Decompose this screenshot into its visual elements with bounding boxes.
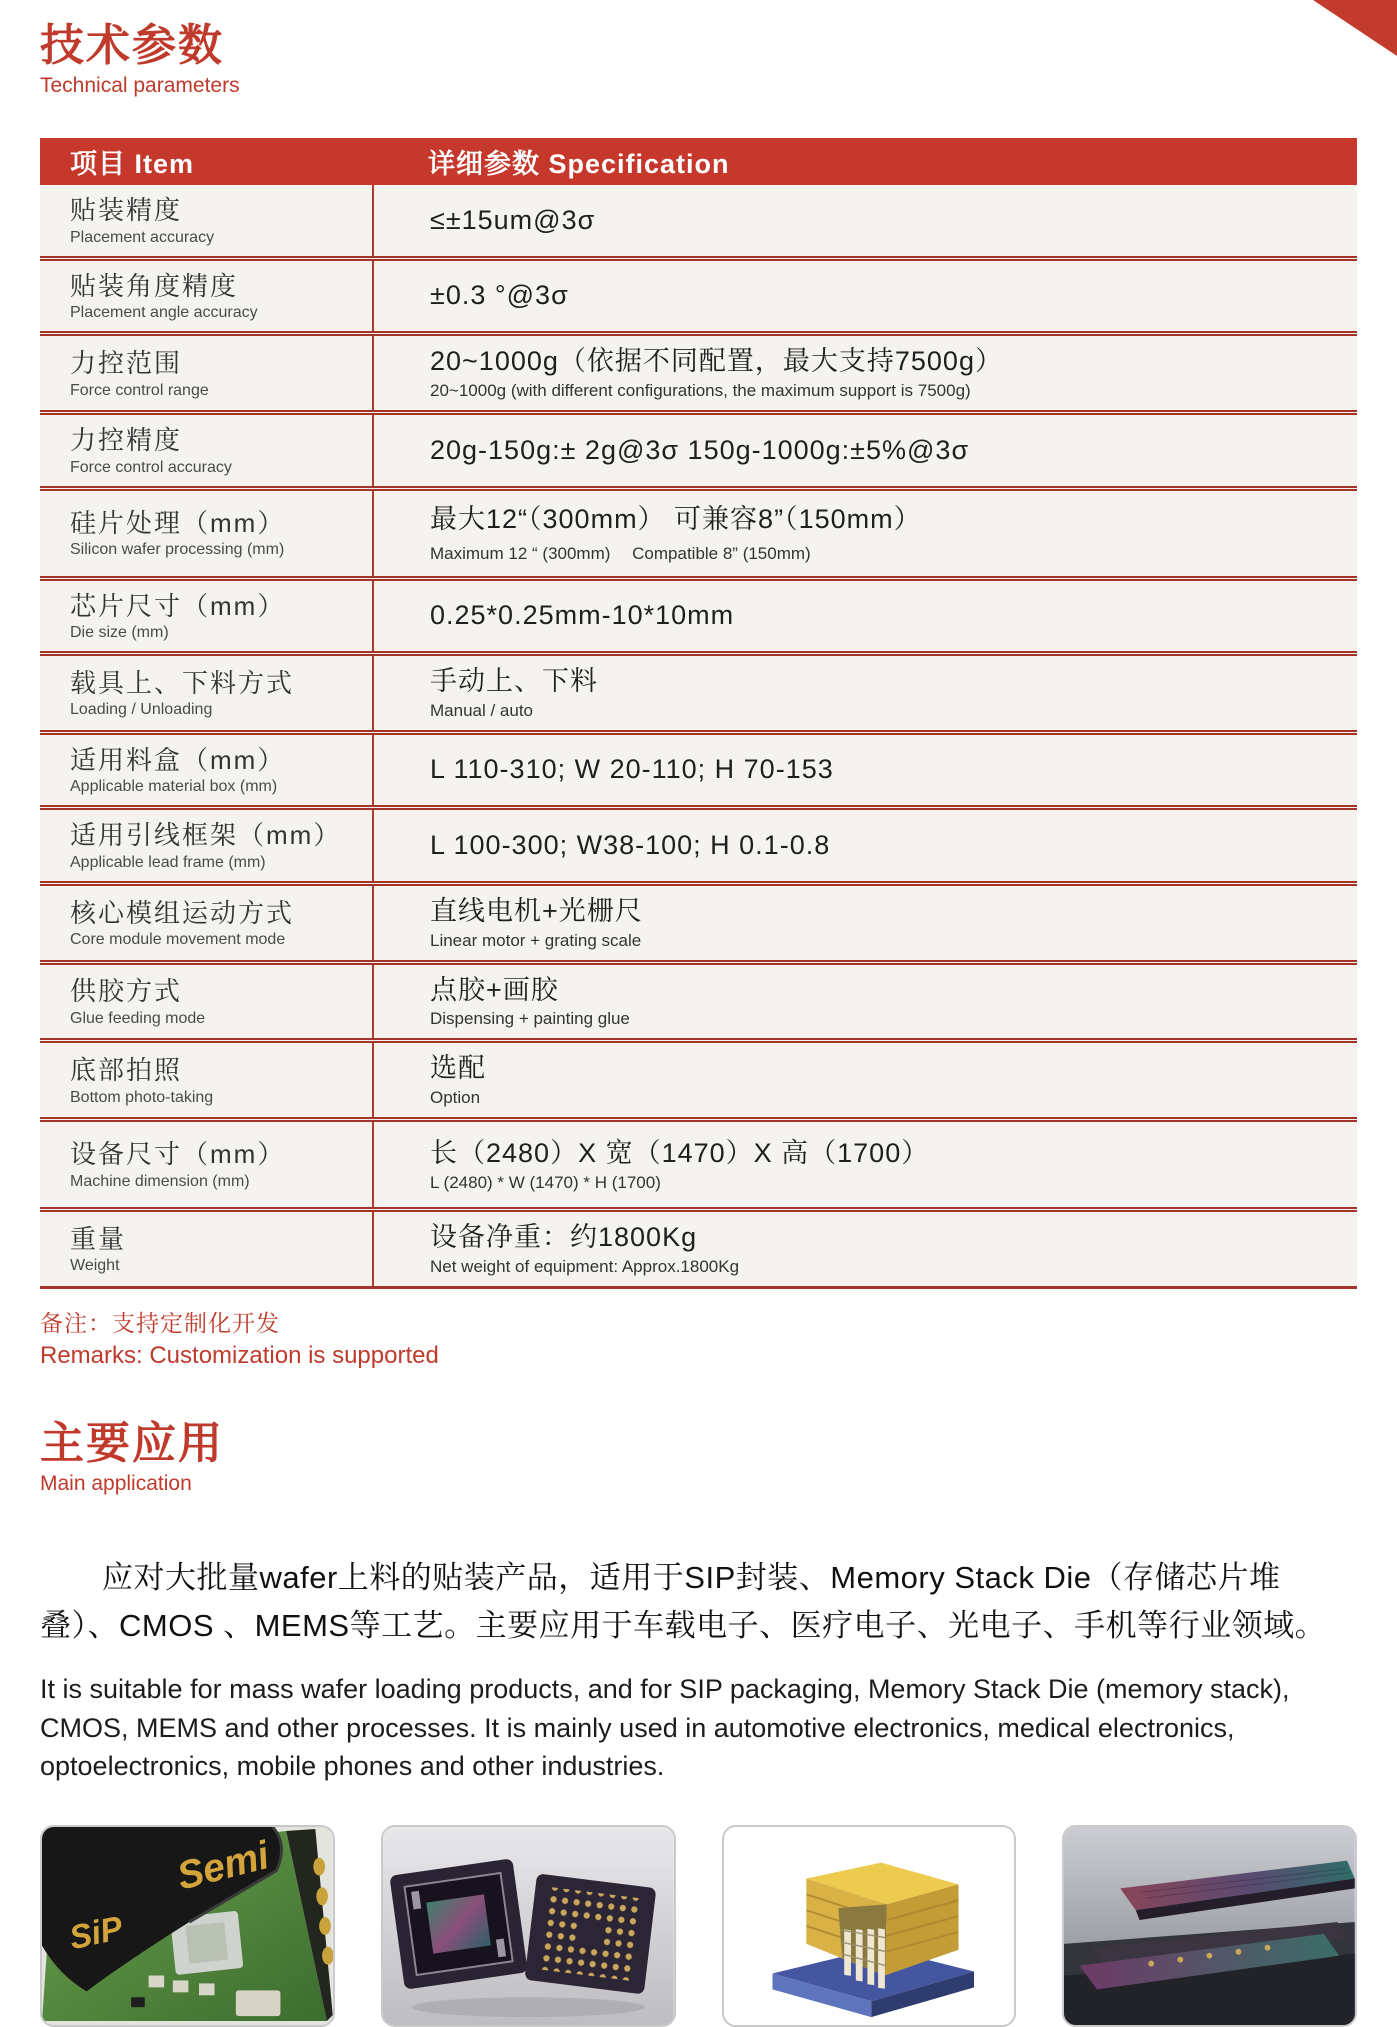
- row-label-cn: 贴装精度: [70, 195, 183, 226]
- row-value-sub: Linear motor + grating scale: [430, 930, 642, 950]
- row-value-sub: Net weight of equipment: Approx.1800Kg: [430, 1256, 740, 1276]
- application-paragraph-en: It is suitable for mass wafer loading products, and for SIP packaging, Memory Stack Die (memory stack), CMOS, MEMS and other processes. It is mainly used in automotive electronics, medical electronics, optoelectronics, mobile phones and other industries.: [40, 1674, 1290, 1782]
- row-label-cn: 贴装角度精度: [70, 270, 239, 301]
- table-row-force-control-range: [40, 331, 1357, 410]
- row-label-cn: 底部拍照: [70, 1055, 183, 1086]
- row-value-cell: [372, 1212, 1357, 1286]
- row-value-cell: [372, 735, 1357, 806]
- row-value: 直线电机+光栅尺: [430, 895, 643, 926]
- row-value: 手动上、下料: [430, 666, 598, 697]
- row-label-cn: 重量: [70, 1223, 127, 1254]
- row-value-cell: [372, 1122, 1357, 1207]
- row-label-cn: 芯片尺寸（mm）: [70, 590, 286, 621]
- row-label-cell: [40, 261, 372, 332]
- table-row-die-size: [40, 576, 1357, 652]
- row-value: L 110-310; W 20-110; H 70-153: [430, 754, 834, 785]
- row-label-en: Loading / Unloading: [70, 701, 213, 719]
- row-label-en: Force control accuracy: [70, 458, 232, 476]
- row-value-cell: [372, 1043, 1357, 1117]
- row-label-cell: [40, 1043, 372, 1117]
- row-label-en: Applicable lead frame (mm): [70, 853, 266, 871]
- wafer-stack-illustration: [1064, 1827, 1355, 2025]
- row-value: 长（2480）X 宽（1470）X 高（1700）: [430, 1137, 930, 1168]
- row-value: ±0.3 °@3σ: [430, 280, 569, 311]
- row-value: 20g-150g:± 2g@3σ 150g-1000g:±5%@3σ: [430, 434, 970, 465]
- table-row-weight: [40, 1207, 1357, 1286]
- row-label-en: Placement angle accuracy: [70, 304, 258, 322]
- row-value-sub: Option: [430, 1088, 481, 1108]
- row-label-en: Bottom photo-taking: [70, 1088, 214, 1106]
- row-value-sub: Manual / auto: [430, 700, 534, 720]
- table-row-placement-accuracy: [40, 185, 1357, 256]
- row-label-cell: [40, 581, 372, 652]
- row-value-cell: [372, 810, 1357, 881]
- table-row-machine-dimension: [40, 1117, 1357, 1207]
- row-label-en: Applicable material box (mm): [70, 778, 278, 796]
- row-label-cell: [40, 810, 372, 881]
- row-label-cn: 力控范围: [70, 348, 183, 379]
- row-value-cell: [372, 261, 1357, 332]
- cmos-sensor-illustration: [383, 1827, 674, 2025]
- row-label-cn: 设备尺寸（mm）: [70, 1139, 286, 1170]
- row-label-cn: 核心模组运动方式: [70, 897, 295, 928]
- row-label-cn: 适用引线框架（mm）: [70, 820, 342, 851]
- row-value-sub: Maximum 12 “ (300mm) Compatible 8” (150mm): [430, 543, 811, 563]
- row-value-cell: [372, 965, 1357, 1039]
- sip-photo-label-semi: Semi: [173, 1834, 274, 1900]
- row-value: ≤±15um@3σ: [430, 204, 596, 235]
- application-subtitle: Main application: [40, 1472, 192, 1496]
- row-label-cell: [40, 735, 372, 806]
- remarks-en: Remarks: Customization is supported: [40, 1341, 439, 1369]
- row-value-sub: L (2480) * W (1470) * H (1700): [430, 1172, 661, 1192]
- table-row-applicable-lead-frame: [40, 805, 1357, 881]
- row-value-cell: [372, 581, 1357, 652]
- row-value-cell: [372, 185, 1357, 256]
- row-label-cell: [40, 656, 372, 730]
- tech-parameters-header: [0, 0, 1397, 98]
- row-label-cell: [40, 1122, 372, 1207]
- row-label-en: Weight: [70, 1257, 120, 1275]
- row-label-cn: 适用料盒（mm）: [70, 744, 286, 775]
- row-label-en: Placement accuracy: [70, 228, 215, 246]
- main-application-header: [40, 1420, 1357, 1496]
- table-row-silicon-wafer-processing: [40, 486, 1357, 576]
- row-label-cell: [40, 415, 372, 486]
- spec-table: [40, 138, 1357, 1289]
- table-row-bottom-photo-taking: [40, 1038, 1357, 1117]
- table-row-force-control-accuracy: [40, 410, 1357, 486]
- application-paragraph-cn: 应对大批量wafer上料的贴装产品，适用于SIP封装、Memory Stack Die（存储芯片堆叠）、CMOS 、MEMS等工艺。主要应用于车载电子、医疗电子、光电子、手机等行业领域。: [40, 1560, 1327, 1644]
- row-label-cn: 供胶方式: [70, 976, 183, 1007]
- table-row-core-module-movement: [40, 881, 1357, 960]
- page-subtitle: Technical parameters: [40, 74, 240, 98]
- row-value-sub: 20~1000g (with different configurations, the maximum support is 7500g): [430, 381, 971, 401]
- memory-stack-illustration: [724, 1827, 1015, 2025]
- table-row-glue-feeding-mode: [40, 960, 1357, 1039]
- row-value: 0.25*0.25mm-10*10mm: [430, 600, 735, 631]
- table-header-specification: 详细参数 Specification: [428, 149, 730, 180]
- row-label-cell: [40, 886, 372, 960]
- table-header-row: [40, 138, 1357, 185]
- remarks-cn: 备注：支持定制化开发: [40, 1309, 280, 1336]
- row-label-cell: [40, 185, 372, 256]
- row-value-cell: [372, 656, 1357, 730]
- row-value: 设备净重：约1800Kg: [430, 1222, 698, 1253]
- product-photo-cmos-sensor: [381, 1825, 676, 2027]
- sip-package-illustration: [42, 1827, 333, 2025]
- remarks-block: [40, 1305, 1357, 1370]
- row-label-en: Core module movement mode: [70, 931, 286, 949]
- row-value-cell: [372, 491, 1357, 576]
- row-label-cell: [40, 1212, 372, 1286]
- row-label-cn: 载具上、下料方式: [70, 667, 295, 698]
- table-row-placement-angle-accuracy: [40, 256, 1357, 332]
- sip-photo-label-sip: SiP: [66, 1909, 126, 1958]
- product-photos-row: [40, 1825, 1357, 2027]
- product-photo-sip-package: [40, 1825, 335, 2027]
- row-label-en: Machine dimension (mm): [70, 1172, 250, 1190]
- row-label-cell: [40, 491, 372, 576]
- row-value: 最大12“（300mm） 可兼容8”（150mm）: [430, 503, 922, 534]
- row-label-en: Glue feeding mode: [70, 1009, 206, 1027]
- row-label-en: Force control range: [70, 381, 209, 399]
- row-value-sub: Dispensing + painting glue: [430, 1009, 630, 1029]
- row-value-cell: [372, 336, 1357, 410]
- row-value: 选配: [430, 1053, 486, 1084]
- row-label-en: Silicon wafer processing (mm): [70, 541, 285, 559]
- row-label-en: Die size (mm): [70, 624, 169, 642]
- row-value: 点胶+画胶: [430, 974, 559, 1005]
- row-value-cell: [372, 415, 1357, 486]
- row-value: 20~1000g（依据不同配置，最大支持7500g）: [430, 346, 1003, 377]
- row-label-cell: [40, 336, 372, 410]
- application-title: 主要应用: [40, 1418, 224, 1468]
- row-label-cn: 力控精度: [70, 425, 183, 456]
- row-value-cell: [372, 886, 1357, 960]
- page-title: 技术参数: [40, 21, 224, 70]
- product-photo-memory-stack: [722, 1825, 1017, 2027]
- table-header-item: 项目 Item: [70, 149, 195, 180]
- row-label-cell: [40, 965, 372, 1039]
- table-row-loading-unloading: [40, 651, 1357, 730]
- product-photo-wafer-stack: [1062, 1825, 1357, 2027]
- row-label-cn: 硅片处理（mm）: [70, 507, 286, 538]
- row-value: L 100-300; W38-100; H 0.1-0.8: [430, 829, 831, 860]
- table-row-applicable-material-box: [40, 730, 1357, 806]
